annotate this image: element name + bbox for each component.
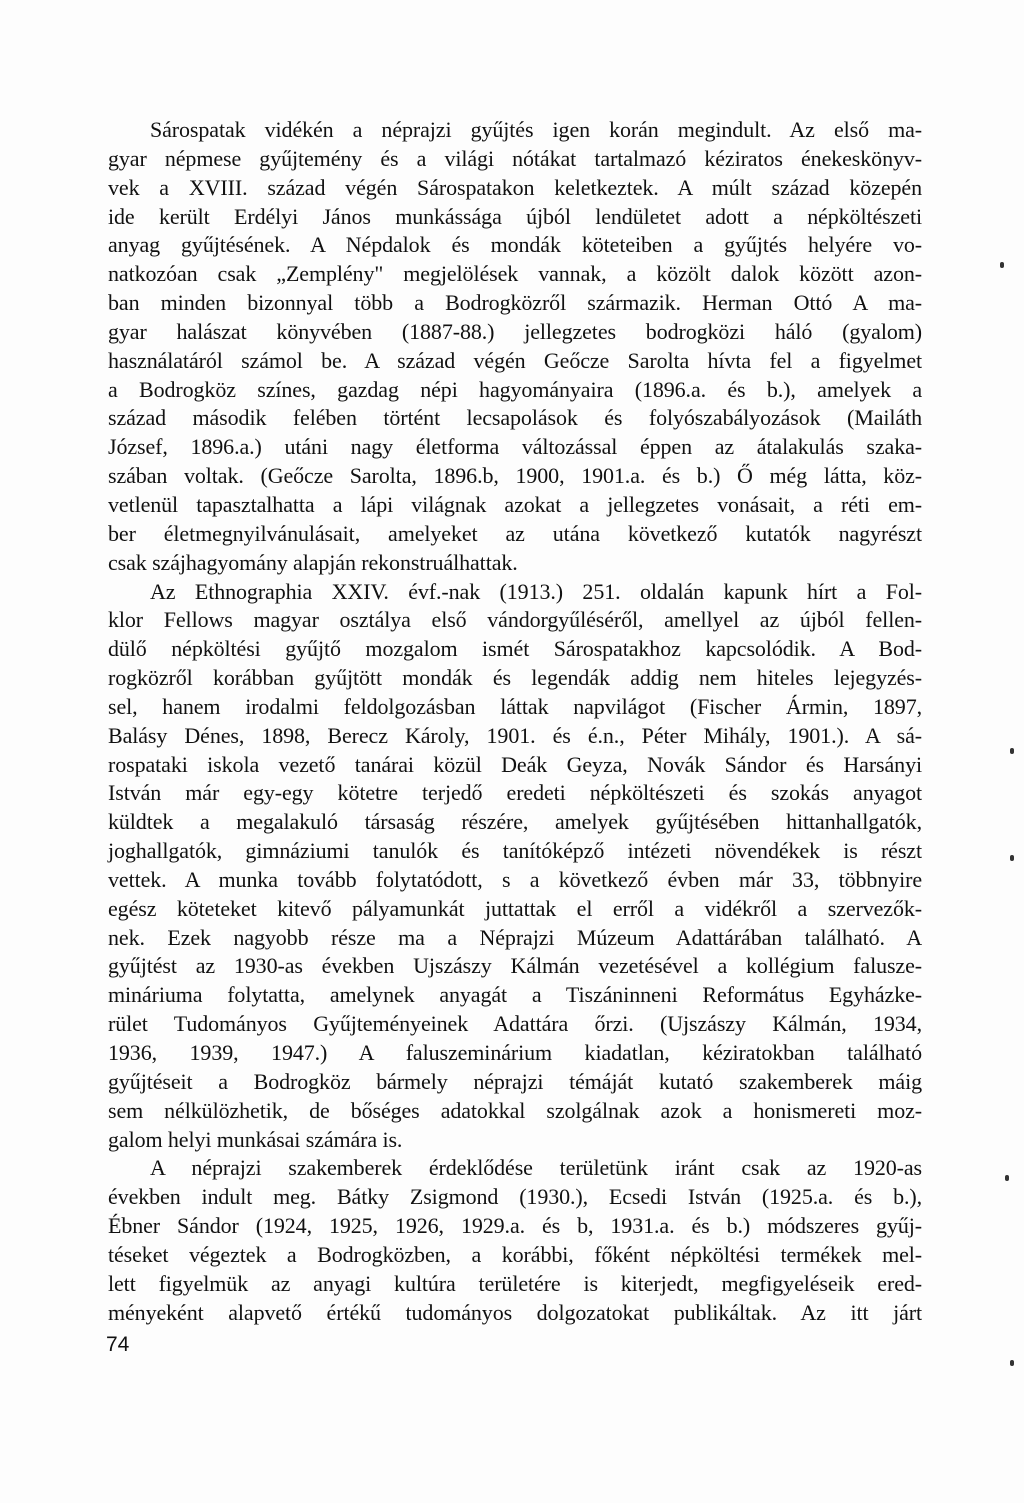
text-line: Az Ethnographia XXIV. évf.-nak (1913.) 251. oldalán kapunk hírt a Fol- [150, 578, 922, 604]
text-line: gyar népmese gyűjtemény és a világi nótákat tartalmazó kéziratos énekeskönyv- [108, 145, 922, 171]
text-line: dülő népköltési gyűjtő mozgalom ismét Sárospatakhoz kapcsolódik. A Bod- [108, 636, 922, 662]
text-line: téseket végeztek a Bodrogközben, a korábbi, főként népköltési termékek mel- [108, 1241, 922, 1267]
text-line: gyűjtéseit a Bodrogköz bármely néprajzi témáját kutató szakemberek máig [108, 1068, 922, 1094]
page-number: 74 [106, 1333, 130, 1356]
text-line: natkozóan csak „Zemplény" megjelölések vannak, a közölt dalok között azon- [108, 261, 922, 287]
text-line: ban minden bizonnyal több a Bodrogközről származik. Herman Ottó A ma- [108, 290, 922, 316]
text-line: csak szájhagyomány alapján rekonstruálhattak. [108, 549, 518, 575]
text-line: használatáról számol be. A század végén Geőcze Sarolta hívta fel a figyelmet [108, 347, 922, 373]
text-line: István már egy-egy kötetre terjedő eredeti népköltészeti és szokás anyagot [108, 780, 922, 806]
margin-speck [1010, 748, 1014, 754]
margin-speck [1010, 855, 1014, 861]
margin-speck [1000, 262, 1004, 268]
text-line: század második felében történt lecsapolások és folyószabályozások (Mailáth [108, 405, 922, 431]
text-line: rospataki iskola vezető tanárai közül Deák Geyza, Novák Sándor és Harsányi [108, 751, 922, 777]
text-line: lett figyelmük az anyagi kultúra területére is kiterjedt, megfigyeléseik ered- [108, 1270, 922, 1296]
text-line: anyag gyűjtésének. A Népdalok és mondák köteteiben a gyűjtés helyére vo- [108, 232, 922, 258]
margin-speck [1005, 1175, 1009, 1181]
text-line: galom helyi munkásai számára is. [108, 1126, 403, 1152]
text-line: ber életmegnyilvánulásait, amelyeket az utána következő kutatók nagyrészt [108, 520, 922, 546]
text-line: küldtek a megalakuló társaság részére, amelyek gyűjtésében hittanhallgatók, [108, 809, 922, 835]
text-line: klor Fellows magyar osztálya első vándorgyűléséről, amellyel az újból fellen- [108, 607, 922, 633]
text-line: ményeként alapvető értékű tudományos dolgozatokat publikáltak. Az itt járt [108, 1299, 922, 1325]
margin-speck [1010, 1360, 1014, 1366]
text-line: egész köteteket kitevő pályamunkát juttattak el erről a vidékről a szervezők- [108, 895, 922, 921]
text-line: gyar halászat könyvében (1887-88.) jellegzetes bodrogközi háló (gyalom) [108, 318, 922, 344]
text-line: vek a XVIII. század végén Sárospatakon keletkeztek. A múlt század közepén [108, 174, 922, 200]
text-line: mináriuma folytatta, amelynek anyagát a Tiszáninneni Református Egyházke- [108, 982, 922, 1008]
text-line: gyűjtést az 1930-as években Ujszászy Kálmán vezetésével a kollégium faluszе- [108, 953, 922, 979]
text-line: Sárospatak vidékén a néprajzi gyűjtés igen korán megindult. Az első ma- [150, 117, 922, 142]
text-line: a Bodrogköz színes, gazdag népi hagyományaira (1896.a. és b.), amelyek a [108, 376, 922, 402]
text-line: szában voltak. (Geőcze Sarolta, 1896.b, 1900, 1901.a. és b.) Ő még látta, köz- [108, 463, 922, 489]
text-line: sem nélkülözhetik, de bőséges adatokkal szolgálnak azok a honismereti moz- [108, 1097, 922, 1123]
text-line: ide került Erdélyi János munkássága újból lendületet adott a népköltészeti [108, 203, 922, 229]
text-line: vetlenül tapasztalhatta a lápi világnak azokat a jellegzetes vonásait, a réti em- [108, 491, 922, 517]
text-line: Balásy Dénes, 1898, Berecz Károly, 1901. és é.n., Péter Mihály, 1901.). A sá- [108, 722, 922, 748]
text-line: rület Tudományos Gyűjteményeinek Adattára őrzi. (Ujszászy Kálmán, 1934, [108, 1011, 922, 1037]
text-line: vettek. A munka tovább folytatódott, s a következő évben már 33, többnyire [108, 866, 922, 892]
text-line: években indult meg. Bátky Zsigmond (1930.), Ecsedi István (1925.a. és b.), [108, 1184, 922, 1210]
text-line: nek. Ezek nagyobb része ma a Néprajzi Múzeum Adattárában található. A [108, 924, 922, 950]
text-line: A néprajzi szakemberek érdeklődése területünk iránt csak az 1920-as [150, 1155, 922, 1181]
text-line: sel, hanem irodalmi feldolgozásban láttak napvilágot (Fischer Ármin, 1897, [108, 693, 922, 719]
text-line: Ébner Sándor (1924, 1925, 1926, 1929.a. és b, 1931.a. és b.) módszeres gyűj- [108, 1213, 922, 1239]
body-text [108, 116, 922, 1327]
text-line: 1936, 1939, 1947.) A faluszeminárium kiadatlan, kéziratokban található [108, 1040, 922, 1065]
text-line: rogközről korábban gyűjtött mondák és legendák addig nem hiteles lejegyzés- [108, 665, 922, 691]
text-line: joghallgatók, gimnáziumi tanulók és tanítóképző intézeti növendékek is részt [108, 838, 922, 864]
text-line: József, 1896.a.) utáni nagy életforma változással éppen az átalakulás szaka- [108, 434, 922, 460]
